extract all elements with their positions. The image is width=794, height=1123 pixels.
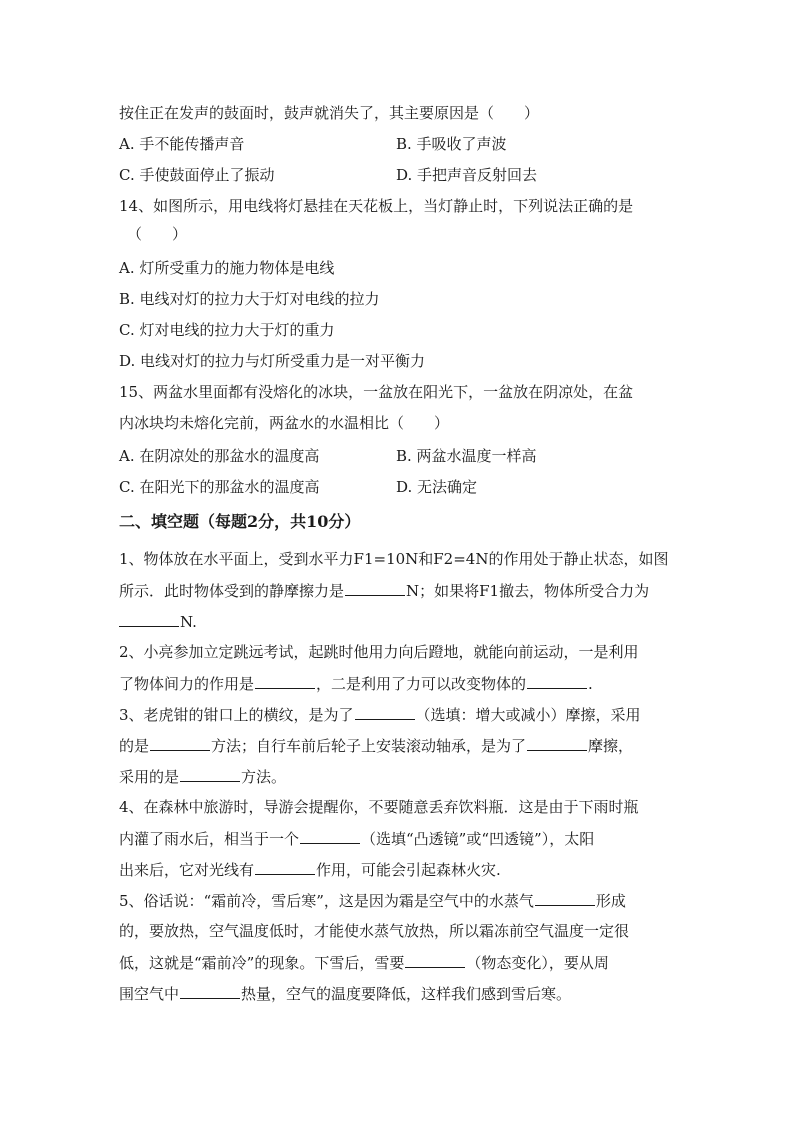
q14-option-d[interactable]: D. 电线对灯的拉力与灯所受重力是一对平衡力 xyxy=(119,352,426,370)
q13-option-d[interactable]: D. 手把声音反射回去 xyxy=(396,166,538,184)
fill5-text-e: 围空气中 xyxy=(119,985,180,1003)
q14-stem-line2: （ ） xyxy=(127,225,188,243)
fill5-line1 xyxy=(119,890,626,910)
fill3-blank-4[interactable] xyxy=(180,766,240,782)
fill3-blank-3[interactable] xyxy=(527,735,587,751)
fill4-blank-2[interactable] xyxy=(255,859,315,875)
q13-option-b[interactable]: B. 手吸收了声波 xyxy=(396,135,507,153)
fill3-text-e: 摩擦， xyxy=(588,737,634,755)
q15-option-a[interactable]: A. 在阴凉处的那盆水的温度高 xyxy=(119,447,320,465)
q13-option-a[interactable]: A. 手不能传播声音 xyxy=(119,135,245,153)
q14-option-b[interactable]: B. 电线对灯的拉力大于灯对电线的拉力 xyxy=(119,290,380,308)
fill1-text-b: N；如果将F1撤去，物体所受合力为 xyxy=(406,582,650,600)
fill2-text-a: 了物体间力的作用是 xyxy=(119,675,255,693)
fill3-text-b: （选填：增大或减小）摩擦，采用 xyxy=(415,706,641,724)
fill5-blank-1[interactable] xyxy=(535,890,595,906)
fill5-line3 xyxy=(119,952,609,972)
fill1-text-c: N. xyxy=(180,613,197,631)
q13-options-row2 xyxy=(119,165,679,185)
q13-option-c[interactable]: C. 手使鼓面停止了振动 xyxy=(119,166,275,184)
fill2-blank-2[interactable] xyxy=(527,673,587,689)
fill4-blank-1[interactable] xyxy=(300,828,360,844)
fill5-line4 xyxy=(119,983,571,1003)
fill5-blank-2[interactable] xyxy=(405,952,465,968)
fill4-line3 xyxy=(119,859,501,879)
fill3-text-g: 方法。 xyxy=(241,768,287,786)
q14-stem-line1: 14、如图所示，用电线将灯悬挂在天花板上，当灯静止时，下列说法正确的是 xyxy=(119,197,634,215)
q15-option-c[interactable]: C. 在阳光下的那盆水的温度高 xyxy=(119,478,320,496)
fill4-text-a: 内灌了雨水后，相当于一个 xyxy=(119,830,300,848)
fill5-text-c: 低，这就是“霜前冷”的现象。下雪后，雪要 xyxy=(119,954,405,972)
fill1-line2 xyxy=(119,580,649,600)
fill4-line1: 4、在森林中旅游时，导游会提醒你，不要随意丢弃饮料瓶．这是由于下雨时瓶 xyxy=(119,798,639,816)
fill3-line1 xyxy=(119,704,641,724)
q15-stem-line2: 内冰块均未熔化完前，两盆水的水温相比（ ） xyxy=(119,414,450,432)
fill3-text-f: 采用的是 xyxy=(119,768,180,786)
fill3-text-c: 的是 xyxy=(119,737,150,755)
fill3-text-a: 3、老虎钳的钳口上的横纹，是为了 xyxy=(119,706,354,724)
fill1-blank-1[interactable] xyxy=(345,580,405,596)
fill5-text-b: 形成 xyxy=(595,892,626,910)
fill1-blank-2[interactable] xyxy=(119,611,179,627)
fill3-blank-2[interactable] xyxy=(150,735,210,751)
q15-option-b[interactable]: B. 两盆水温度一样高 xyxy=(396,447,537,465)
fill2-line1: 2、小亮参加立定跳远考试，起跳时他用力向后蹬地，就能向前运动，一是利用 xyxy=(119,643,639,661)
fill5-line2: 的，要放热，空气温度低时，才能使水蒸气放热，所以霜冻前空气温度一定很 xyxy=(119,922,630,940)
q13-stem: 按住正在发声的鼓面时，鼓声就消失了，其主要原因是（ ） xyxy=(119,104,540,122)
fill2-line2 xyxy=(119,673,593,693)
fill3-line3 xyxy=(119,766,286,786)
fill4-text-b: （选填“凸透镜”或“凹透镜”），太阳 xyxy=(361,830,595,848)
fill5-text-f: 热量，空气的温度要降低，这样我们感到雪后寒。 xyxy=(241,985,572,1003)
fill3-text-d: 方法；自行车前后轮子上安装滚动轴承，是为了 xyxy=(211,737,527,755)
q15-stem-line1: 15、两盆水里面都有没熔化的冰块，一盆放在阳光下，一盆放在阴凉处，在盆 xyxy=(119,383,634,401)
section-heading: 二、填空题（每题2分，共10分） xyxy=(119,512,361,531)
fill4-text-d: 作用，可能会引起森林火灾. xyxy=(316,861,501,879)
q15-options-row1 xyxy=(119,446,679,466)
fill1-line1: 1、物体放在水平面上，受到水平力F1=10N和F2=4N的作用处于静止状态，如图 xyxy=(119,550,669,568)
q14-option-c[interactable]: C. 灯对电线的拉力大于灯的重力 xyxy=(119,321,335,339)
fill3-blank-1[interactable] xyxy=(355,704,415,720)
fill2-text-b: ，二是利用了力可以改变物体的 xyxy=(316,675,527,693)
q14-option-a[interactable]: A. 灯所受重力的施力物体是电线 xyxy=(119,259,335,277)
fill5-text-a: 5、俗话说：“霜前冷，雪后寒”，这是因为霜是空气中的水蒸气 xyxy=(119,892,534,910)
fill4-text-c: 出来后，它对光线有 xyxy=(119,861,255,879)
q15-option-d[interactable]: D. 无法确定 xyxy=(396,478,478,496)
q13-options-row1 xyxy=(119,134,679,154)
fill1-text-a: 所示．此时物体受到的静摩擦力是 xyxy=(119,582,345,600)
fill3-line2 xyxy=(119,735,633,755)
fill5-blank-3[interactable] xyxy=(180,983,240,999)
fill1-line3 xyxy=(119,611,197,631)
fill5-text-d: （物态变化），要从周 xyxy=(466,954,609,972)
fill2-blank-1[interactable] xyxy=(255,673,315,689)
fill2-text-c: . xyxy=(588,675,593,693)
q15-options-row2 xyxy=(119,477,679,497)
fill4-line2 xyxy=(119,828,594,848)
